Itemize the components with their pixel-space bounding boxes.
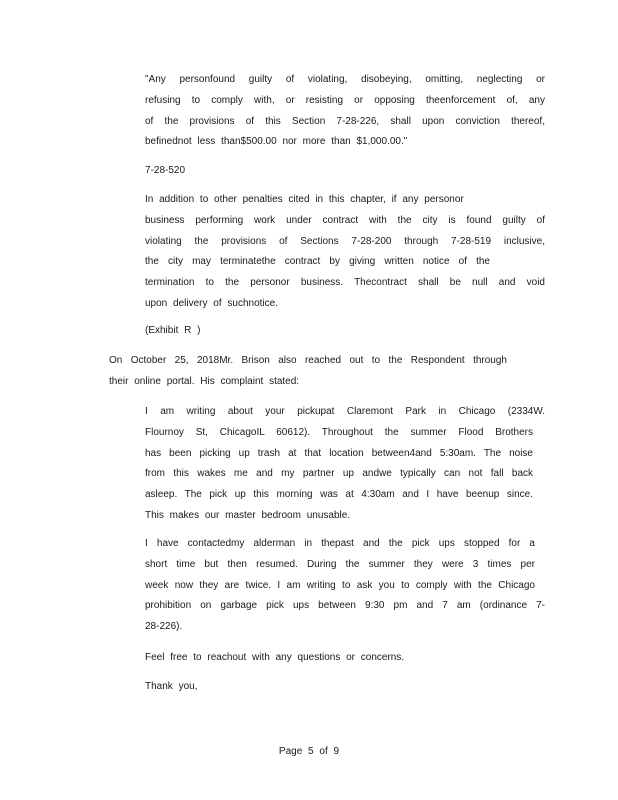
ordinance-quote (145, 70, 545, 153)
text-line: has been picking up trash at that location between4and 5:30am. The noise (145, 447, 533, 459)
section-reference (145, 161, 545, 182)
termination-quote (145, 190, 545, 315)
text-line: prohibition on garbage pick ups between 9:30 pm and 7 am (ordinance 7- (145, 600, 545, 612)
text-line: befinednot less than$500.00 nor more than $1,000.00." (145, 136, 408, 148)
text-line: short time but then resumed. During the summer they were 3 times per (145, 558, 535, 570)
text-line: In addition to other penalties cited in this chapter, if any personor (145, 194, 464, 205)
complaint-paragraph-3 (145, 648, 545, 669)
text-line: 7-28-520 (145, 165, 186, 176)
text-line: termination to the personor business. Thecontract shall be null and void (145, 277, 545, 289)
text-line: upon delivery of suchnotice. (145, 297, 278, 309)
text-line: from this wakes me and my partner up andwe typically can not fall back (145, 468, 533, 480)
text-line: of the provisions of this Section 7-28-226, shall upon conviction thereof, (145, 115, 545, 127)
text-line: I am writing about your pickupat Claremont Park in Chicago (2334W. (145, 406, 545, 417)
text-line: Feel free to reachout with any questions or concerns. (145, 652, 405, 663)
text-line: asleep. The pick up this morning was at 4:30am and I have beenup since. (145, 489, 533, 501)
text-line: business performing work under contract with the city is found guilty of (145, 214, 545, 226)
narrative-paragraph (109, 351, 529, 393)
complaint-paragraph-2 (145, 534, 545, 638)
text-line: week now they are twice. I am writing to ask you to comply with the Chicago (145, 579, 535, 591)
text-line: This makes our master bedroom unusable. (145, 509, 351, 521)
text-line: their online portal. His complaint stated: (109, 375, 300, 387)
text-line: Flournoy St, ChicagoIL 60612). Throughout the summer Flood Brothers (145, 426, 533, 438)
complaint-paragraph-1 (145, 402, 545, 527)
text-line: the city may terminatethe contract by giving written notice of the (145, 256, 490, 268)
text-line: refusing to comply with, or resisting or opposing theenforcement of, any (145, 94, 545, 106)
page-number: Page 5 of 9 (278, 746, 340, 757)
text-line: On October 25, 2018Mr. Brison also reached out to the Respondent through (109, 355, 507, 366)
text-line: "Any personfound guilty of violating, disobeying, omitting, neglecting or (145, 74, 545, 85)
closing-line (145, 677, 545, 698)
text-line: I have contactedmy alderman in thepast and the pick ups stopped for a (145, 538, 535, 549)
text-line: (Exhibit R ) (145, 325, 201, 336)
text-line: Thank you, (145, 681, 198, 692)
text-line: 28-226). (145, 621, 183, 633)
text-line: violating the provisions of Sections 7-28-200 through 7-28-519 inclusive, (145, 235, 545, 247)
exhibit-reference (145, 321, 545, 342)
